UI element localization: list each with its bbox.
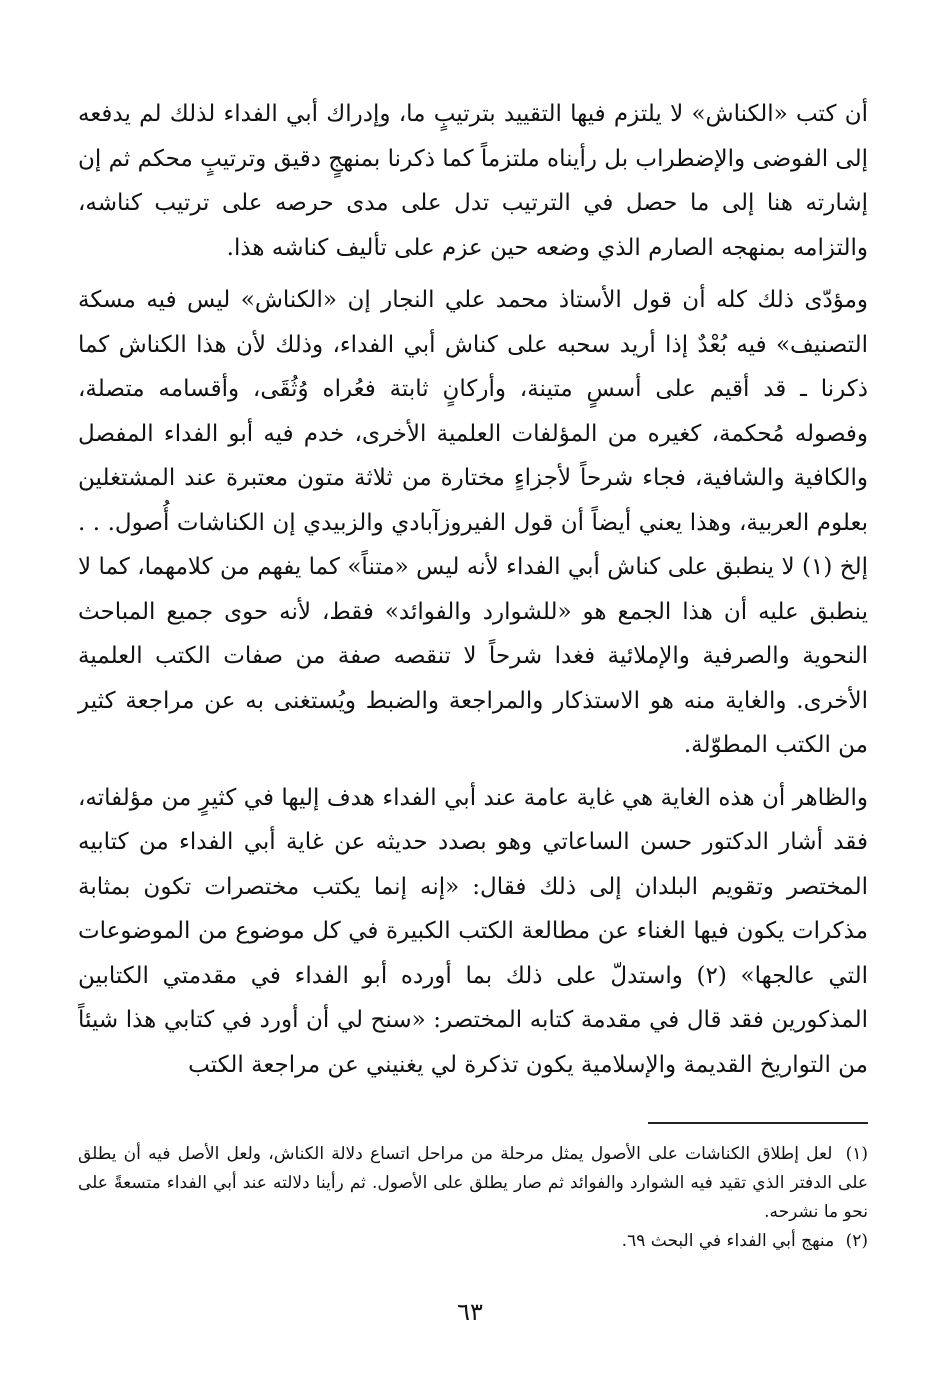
- footnote-separator: [648, 1122, 868, 1124]
- footnote-number: (٢): [845, 1231, 868, 1251]
- footnote-text: لعل إطلاق الكناشات على الأصول يمثل مرحلة من مراحل اتساع دلالة الكناش، ولعل الأصل فيه أن يطلق على الدفتر الذي تقيد فيه الشوارد والفوائد ثم صار يطلق على الأصول. ثم رأينا دلالته عند أبي الفداء متسعةً على نحو ما نشرحه.: [78, 1144, 868, 1222]
- main-text: [78, 92, 868, 1087]
- page-number: ٦٣: [457, 1298, 483, 1326]
- paragraph-2: ومؤدّى ذلك كله أن قول الأستاذ محمد علي النجار إن «الكناش» ليس فيه مسكة التصنيف» فيه بُعْدٌ إذا أريد سحبه على كناش أبي الفداء، وذلك لأن هذا الكناش كما ذكرنا ـ قد أقيم على أسسٍ متينة، وأركانٍ ثابتة فعُراه وُثُقَى، وأقسامه متصلة، وفصوله مُحكمة، كغيره من المؤلفات العلمية الأخرى، خدم فيه أبو الفداء المفصل والكافية والشافية، فجاء شرحاً لأجزاءٍ مختارة من ثلاثة متون معتبرة عند المشتغلين بعلوم العربية، وهذا يعني أيضاً أن قول الفيروزآبادي والزبيدي إن الكناشات أُصول. . . إلخ (١) لا ينطبق على كناش أبي الفداء لأنه ليس «متناً» كما يفهم من كلامهما، كما لا ينطبق عليه أن هذا الجمع هو «للشوارد والفوائد» فقط، لأنه حوى جميع المباحث النحوية والصرفية والإملائية فغدا شرحاً لا تنقصه صفة من صفات الكتب العلمية الأخرى. والغاية منه هو الاستذكار والمراجعة والضبط ويُستغنى به عن مراجعة كثير من الكتب المطوّلة.: [78, 287, 869, 758]
- paragraph-1: أن كتب «الكناش» لا يلتزم فيها التقييد بترتيبٍ ما، وإدراك أبي الفداء لذلك لم يدفعه إلى الفوضى والإضطراب بل رأيناه ملتزماً كما ذكرنا بمنهجٍ دقيق وترتيبٍ محكم ثم إن إشارته هنا إلى ما حصل في الترتيب تدل على مدى حرصه على ترتيب كناشه، والتزامه بمنهجه الصارم الذي وضعه حين عزم على تأليف كناشه هذا.: [78, 101, 868, 261]
- footnote-text: منهج أبي الفداء في البحث ٦٩.: [621, 1231, 835, 1251]
- footnote-number: (١): [845, 1144, 869, 1164]
- footnote-1: [78, 1140, 868, 1227]
- footnote-2: [78, 1227, 868, 1256]
- footnotes: [78, 1140, 868, 1256]
- paragraph-3: والظاهر أن هذه الغاية هي غاية عامة عند أبي الفداء هدف إليها في كثيرٍ من مؤلفاته، فقد أشار الدكتور حسن الساعاتي وهو بصدد حديثه عن غاية أبي الفداء من كتابيه المختصر وتقويم البلدان إلى ذلك فقال: «إنه إنما يكتب مختصرات تكون بمثابة مذكرات يكون فيها الغناء عن مطالعة الكتب الكبيرة في كل موضوع من الموضوعات التي عالجها» (٢) واستدلّ على ذلك بما أورده أبو الفداء في مقدمتي الكتابين المذكورين فقد قال في مقدمة كتابه المختصر: «سنح لي أن أورد في كتابي هذا شيئاً من التواريخ القديمة والإسلامية يكون تذكرة لي يغنيني عن مراجعة الكتب: [78, 784, 869, 1078]
